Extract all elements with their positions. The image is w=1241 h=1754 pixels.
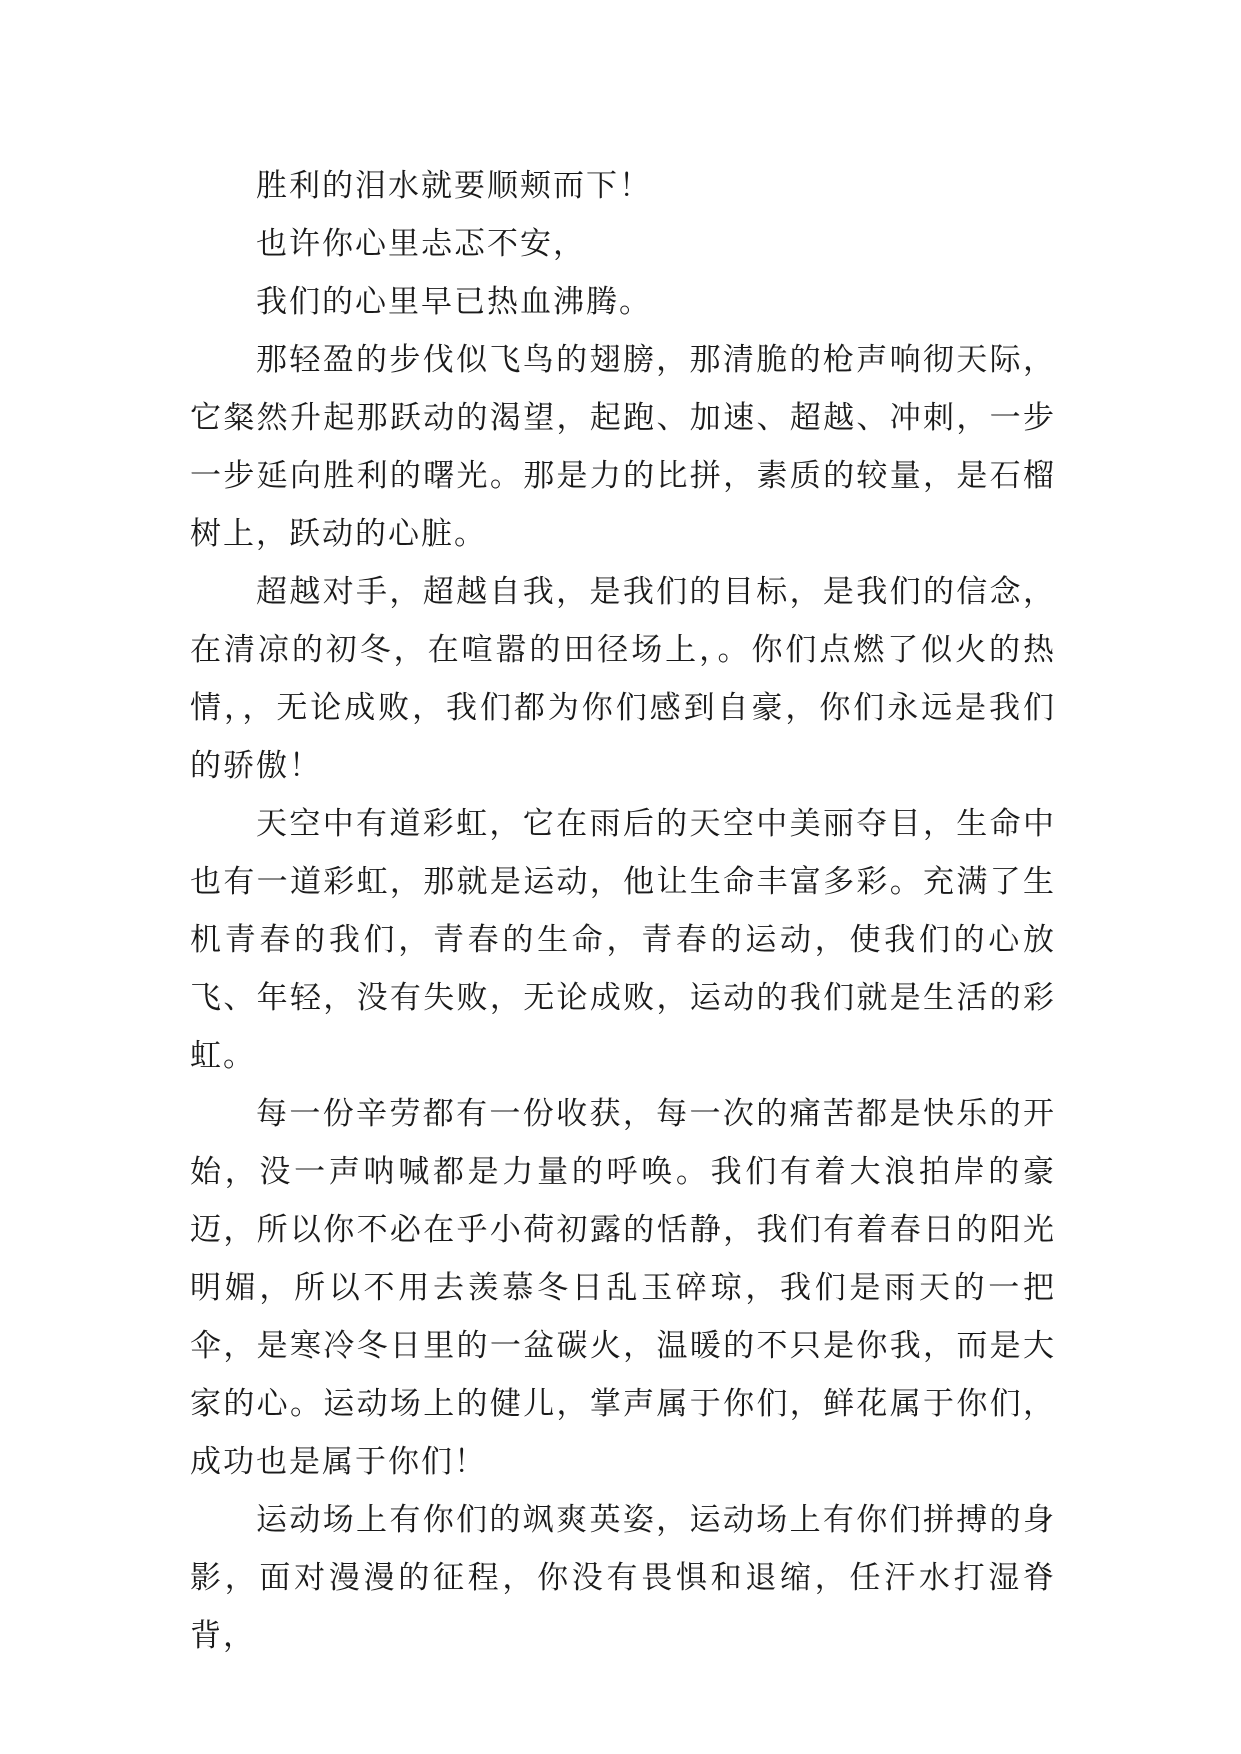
paragraph-2: 超越对手，超越自我，是我们的目标，是我们的信念，在清凉的初冬，在喧嚣的田径场上，。你们点燃了似火的热情，，无论成败，我们都为你们感到自豪，你们永远是我们的骄傲！ bbox=[190, 574, 1056, 784]
verse-line-1: 胜利的泪水就要顺颊而下！ bbox=[256, 168, 652, 204]
paragraph-5: 运动场上有你们的飒爽英姿，运动场上有你们拼搏的身影，面对漫漫的征程，你没有畏惧和退缩，任汗水打湿脊背， bbox=[190, 1502, 1056, 1654]
paragraph-1: 那轻盈的步伐似飞鸟的翅膀，那清脆的枪声响彻天际，它粲然升起那跃动的渴望，起跑、加速、超越、冲刺，一步一步延向胜利的曙光。那是力的比拼，素质的较量，是石榴树上，跃动的心脏。 bbox=[190, 342, 1056, 552]
document-body bbox=[190, 157, 1056, 1665]
paragraph-3: 天空中有道彩虹，它在雨后的天空中美丽夺目，生命中也有一道彩虹，那就是运动，他让生命丰富多彩。充满了生机青春的我们，青春的生命，青春的运动，使我们的心放飞、年轻，没有失败，无论成败，运动的我们就是生活的彩虹。 bbox=[190, 806, 1056, 1074]
verse-line-2: 也许你心里忐忑不安， bbox=[256, 226, 586, 262]
verse-line-3: 我们的心里早已热血沸腾。 bbox=[256, 284, 652, 320]
paragraph-4: 每一份辛劳都有一份收获，每一次的痛苦都是快乐的开始，没一声呐喊都是力量的呼唤。我们有着大浪拍岸的豪迈，所以你不必在乎小荷初露的恬静，我们有着春日的阳光明媚，所以不用去羡慕冬日乱玉碎琼，我们是雨天的一把伞，是寒冷冬日里的一盆碳火，温暖的不只是你我，而是大家的心。运动场上的健儿，掌声属于你们，鲜花属于你们，成功也是属于你们！ bbox=[190, 1096, 1056, 1480]
